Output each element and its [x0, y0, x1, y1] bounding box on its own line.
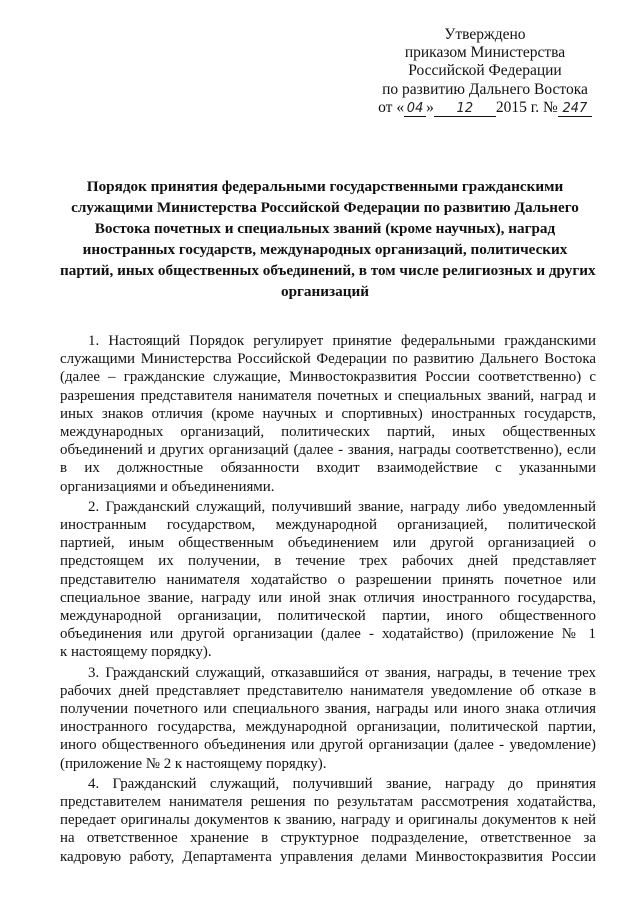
paragraph-line: получении почетного или специального звания, награды или иного знака отличия	[60, 701, 596, 718]
paragraph-line: специальное звание, награду или иной знак отличия иностранного государства,	[60, 589, 596, 606]
paragraph-line: разрешения представителя нанимателя почетных и специальных званий, наград и	[60, 387, 596, 404]
paragraph-line: 2. Гражданский служащий, получивший звание, награду либо уведомленный	[88, 498, 596, 515]
paragraph-1	[60, 332, 596, 496]
paragraph-line: партией, иным общественным объединением или другой организацией о	[60, 535, 596, 552]
title-line: иностранных государств, международных организаций, политических	[82, 241, 568, 258]
paragraph-3	[60, 664, 596, 773]
paragraph-line: на ответственное хранение в структурное подразделение, ответственное за	[60, 830, 596, 847]
paragraph-line: (далее – гражданские служащие, Минвостокразвития России соответственно) с	[60, 369, 596, 386]
approval-line: по развитию Дальнего Востока	[382, 80, 588, 98]
paragraph-line: предстоящем их получении, в течение трех рабочих дней представляет	[60, 553, 596, 570]
paragraph-line: передает оригиналы документов к званию, награду и оригиналы документов к ней	[60, 812, 596, 829]
date-day: 04	[404, 102, 426, 117]
paragraph-line: 3. Гражданский служащий, отказавшийся от звания, награды, в течение трех	[88, 664, 596, 681]
date-mid: »	[426, 98, 434, 116]
paragraph-line: кадровую работу, Департамента управления делами Минвостокразвития России	[60, 848, 596, 865]
title-line: организаций	[281, 283, 369, 300]
paragraph-line: представителем нанимателя решения по результатам рассмотрения ходатайства,	[60, 794, 596, 811]
paragraph-line: служащими Министерства Российской Федерации по развитию Дальнего Востока	[60, 351, 596, 368]
document-body	[60, 332, 596, 868]
date-prefix: от «	[378, 98, 405, 116]
paragraph-line: (приложение № 2 к настоящему порядку).	[60, 755, 327, 772]
date-month: 12	[434, 102, 496, 117]
paragraph-line: иностранным государством, международной организацией, политической	[60, 517, 596, 534]
approval-line: приказом Министерства	[404, 44, 566, 62]
paragraph-2	[60, 498, 596, 662]
paragraph-line: иностранного государства, международной организации, политической партии,	[60, 719, 596, 736]
paragraph-line: международной организации, политической партии, иного общественного	[60, 608, 596, 625]
paragraph-line: объединения или другой организации (далее - ходатайство) (приложение № 1	[60, 626, 596, 643]
paragraph-line: объединений и других организаций (далее - звания, награды соответственно), если	[60, 442, 596, 459]
title-line: партий, иных общественных объединений, в том числе религиозных и других	[60, 262, 596, 279]
approval-line: Российской Федерации	[408, 62, 562, 80]
paragraph-line: представителю нанимателя ходатайство о разрешении принять почетное или	[60, 571, 596, 588]
date-year: 2015 г. №	[495, 98, 558, 116]
paragraph-line: 4. Гражданский служащий, получивший звание, награду до принятия	[88, 775, 596, 792]
title-line: Востока почетных и специальных званий (кроме научных), наград	[94, 220, 556, 237]
paragraph-line: иных знаков отличия (кроме научных и спортивных) иностранных государств,	[60, 405, 596, 422]
paragraph-line: рабочих дней представляет представителю нанимателя уведомление об отказе в	[60, 682, 596, 699]
title-line: служащими Министерства Российской Федерации по развитию Дальнего	[71, 199, 579, 216]
paragraph-line: к настоящему порядку).	[60, 644, 212, 661]
approval-stamp	[360, 26, 610, 117]
document-title	[60, 176, 596, 302]
paragraph-line: организациями и объединениями.	[60, 478, 275, 495]
title-line: Порядок принятия федеральными государственными гражданскими	[86, 178, 564, 195]
paragraph-line: международных организаций, политических партий, иных общественных	[60, 424, 596, 441]
approval-line: Утверждено	[444, 26, 526, 43]
order-number: 247	[558, 102, 592, 117]
paragraph-4	[60, 775, 596, 866]
paragraph-line: 1. Настоящий Порядок регулирует принятие федеральными гражданскими	[88, 333, 596, 349]
approval-date-line	[360, 99, 610, 117]
paragraph-line: иного общественного объединения или другой организации (далее - уведомление)	[60, 737, 596, 754]
paragraph-line: в их должностные обязанности входит взаимодействие с указанными	[60, 460, 596, 477]
